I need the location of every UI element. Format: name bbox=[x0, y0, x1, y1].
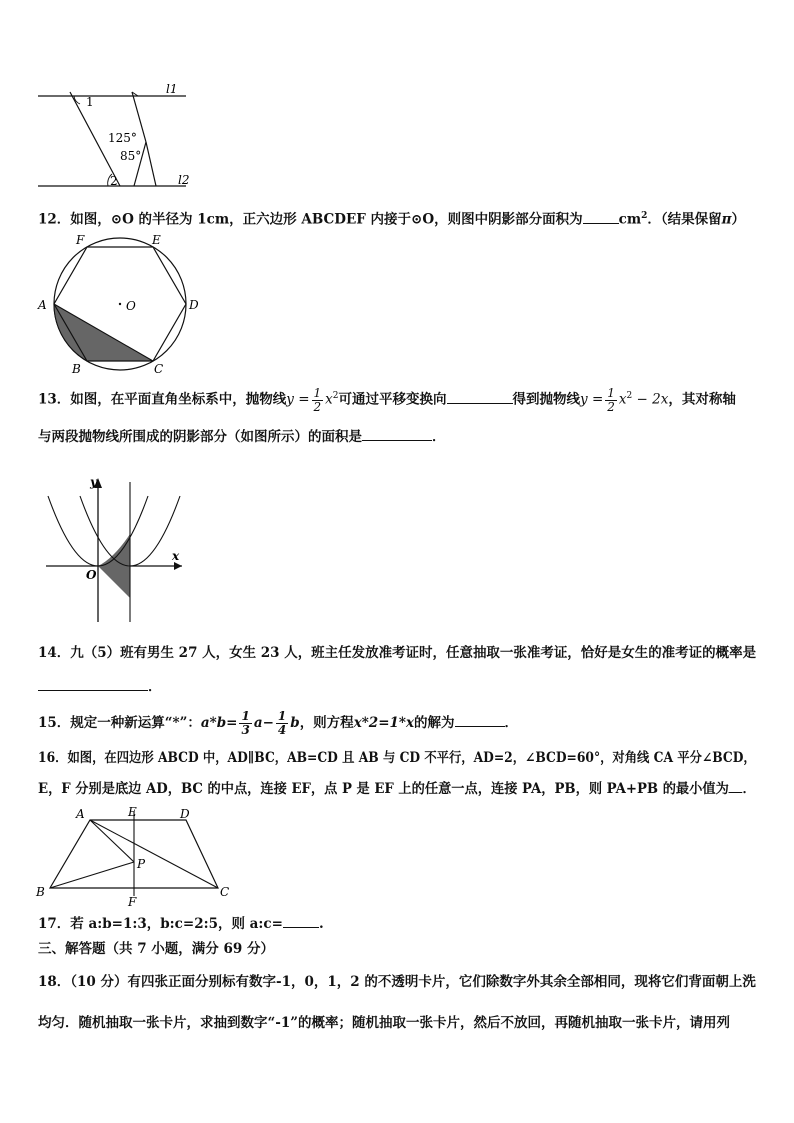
fig12-label-C: C bbox=[154, 362, 164, 376]
q12-text-b: cm bbox=[618, 211, 642, 228]
q13-answer-blank-1 bbox=[447, 389, 513, 404]
q16-line2-b: ． bbox=[742, 781, 756, 797]
q15-text-a: 15．规定一种新运算“*”： bbox=[38, 715, 201, 731]
question-16-line2 bbox=[38, 778, 756, 799]
q13-sq-1: 2 bbox=[332, 391, 339, 401]
fig11-angle-1: 1 bbox=[86, 95, 94, 109]
fig16-label-D: D bbox=[180, 807, 190, 821]
q15-frac-2: $\frac{1}{4}$ bbox=[277, 709, 287, 737]
question-13-line1 bbox=[38, 386, 736, 414]
q14-text-b: ． bbox=[148, 679, 162, 695]
fig11-label-l1: l1 bbox=[166, 82, 178, 96]
q12-pi: π bbox=[721, 211, 732, 228]
trapezoid-figure bbox=[34, 804, 234, 908]
fig13-label-x: x bbox=[172, 549, 180, 563]
fig12-label-F: F bbox=[76, 233, 85, 247]
fig16-label-A: A bbox=[76, 807, 85, 821]
fig12-label-A: A bbox=[38, 298, 47, 312]
q18-line2: 均匀．随机抽取一张卡片，求抽到数字“-1”的概率；随机抽取一张卡片，然后不放回，再随机抽取一张卡片，请用列 bbox=[38, 1015, 731, 1031]
shaded-area bbox=[98, 534, 130, 598]
q15-text-c: 的解为 bbox=[414, 715, 455, 731]
q13-line2-b: ． bbox=[432, 429, 446, 445]
q12-superscript: 2 bbox=[641, 211, 648, 221]
q15-text-d: ． bbox=[504, 715, 519, 731]
q13-y1: y = bbox=[286, 391, 310, 408]
question-17 bbox=[38, 913, 324, 934]
q13-sq-2: 2 bbox=[626, 391, 633, 401]
q13-text-d: ，其对称轴 bbox=[668, 391, 736, 408]
q18-line1: 18．（10 分）有四张正面分别标有数字-1，0，1，2 的不透明卡片，它们除数字外其余全部相同，现将它们背面朝上洗 bbox=[38, 974, 756, 990]
parallel-lines-figure bbox=[36, 82, 192, 192]
q13-text-c: 得到抛物线 bbox=[512, 391, 581, 408]
section-3-heading: 三、解答题（共 7 小题，满分 69 分） bbox=[38, 941, 274, 957]
q16-line2-a: E，F 分别是底边 AD，BC 的中点，连接 EF，点 P 是 EF 上的任意一点，连接 PA，PB，则 PA+PB 的最小值为 bbox=[38, 781, 729, 797]
question-18-line2 bbox=[38, 1013, 730, 1033]
fig16-label-P: P bbox=[137, 857, 146, 871]
q16-answer-blank bbox=[729, 778, 743, 793]
fig12-label-O: O bbox=[126, 299, 136, 313]
q15-frac-1: $\frac{1}{3}$ bbox=[241, 709, 250, 737]
q14-answer-blank bbox=[38, 676, 148, 691]
q15-answer-blank bbox=[455, 712, 505, 727]
fig13-label-O: O bbox=[86, 568, 97, 582]
q13-frac-2: $\frac{1}{2}$ bbox=[607, 385, 615, 414]
q12-text-d: ） bbox=[731, 211, 746, 228]
q13-text-b: 可通过平移变换向 bbox=[338, 391, 447, 408]
question-14-line2 bbox=[38, 676, 162, 697]
fig11-angle-125: 125° bbox=[108, 131, 137, 145]
question-15 bbox=[38, 710, 518, 737]
fig11-angle-85: 85° bbox=[120, 149, 142, 163]
q17-answer-blank bbox=[283, 913, 319, 928]
hexagon-circle-figure bbox=[36, 232, 206, 376]
q13-text-a: 13．如图，在平面直角坐标系中，抛物线 bbox=[38, 391, 287, 408]
q15-eq: = bbox=[226, 715, 238, 731]
q13-frac-1: $\frac{1}{2}$ bbox=[313, 385, 322, 414]
question-14-line1 bbox=[38, 643, 756, 663]
fig16-label-C: C bbox=[220, 885, 230, 899]
q16-line1: 16．如图，在四边形 ABCD 中，AD∥BC，AB=CD 且 AB 与 CD 不平行，AD=2，∠BCD=60°，对角线 CA 平分∠BCD， bbox=[38, 750, 756, 766]
fig16-label-E: E bbox=[128, 805, 137, 819]
q13-x-1: x bbox=[325, 391, 333, 408]
fig13-label-y: y bbox=[90, 475, 97, 489]
fig12-label-D: D bbox=[189, 298, 199, 312]
question-16-line1 bbox=[38, 748, 756, 768]
q17-text-b: . bbox=[318, 916, 324, 932]
fig16-label-B: B bbox=[36, 885, 45, 899]
q15-minus: − bbox=[262, 715, 274, 731]
q15-eqn: x*2=1*x bbox=[353, 715, 415, 731]
fig11-angle-2: 2 bbox=[110, 174, 118, 188]
q15-ab: a*b bbox=[200, 715, 227, 731]
question-12 bbox=[38, 206, 745, 230]
question-18-line1 bbox=[38, 972, 756, 992]
q13-answer-blank-2 bbox=[362, 426, 432, 441]
q12-text-a: 12．如图，⊙O 的半径为 1cm，正六边形 ABCDEF 内接于⊙O，则图中阴影部分面积为 bbox=[38, 211, 583, 228]
q13-y2: y = bbox=[580, 391, 604, 408]
q12-text-c: ．（结果保留 bbox=[647, 211, 722, 228]
fig12-label-B: B bbox=[72, 362, 81, 376]
parabola-figure bbox=[44, 472, 194, 624]
fig16-label-F: F bbox=[128, 895, 137, 908]
q15-text-b: ，则方程 bbox=[299, 715, 354, 731]
q13-line2-a: 与两段抛物线所围成的阴影部分（如图所示）的面积是 bbox=[38, 429, 362, 445]
q12-answer-blank bbox=[583, 209, 619, 224]
fig12-label-E: E bbox=[152, 233, 161, 247]
q13-x-2: x bbox=[618, 391, 627, 408]
q14-text-a: 14．九（5）班有男生 27 人，女生 23 人，班主任发放准考证时，任意抽取一张准考证，恰好是女生的准考证的概率是 bbox=[38, 645, 757, 661]
q15-a: a bbox=[253, 715, 263, 731]
q15-b: b bbox=[290, 715, 300, 731]
q17-text-a: 17．若 a:b=1:3，b:c=2:5，则 a:c= bbox=[38, 916, 283, 932]
fig11-label-l2: l2 bbox=[178, 173, 190, 187]
question-13-line2 bbox=[38, 426, 446, 447]
q13-minus-2x: − 2x bbox=[632, 391, 669, 408]
